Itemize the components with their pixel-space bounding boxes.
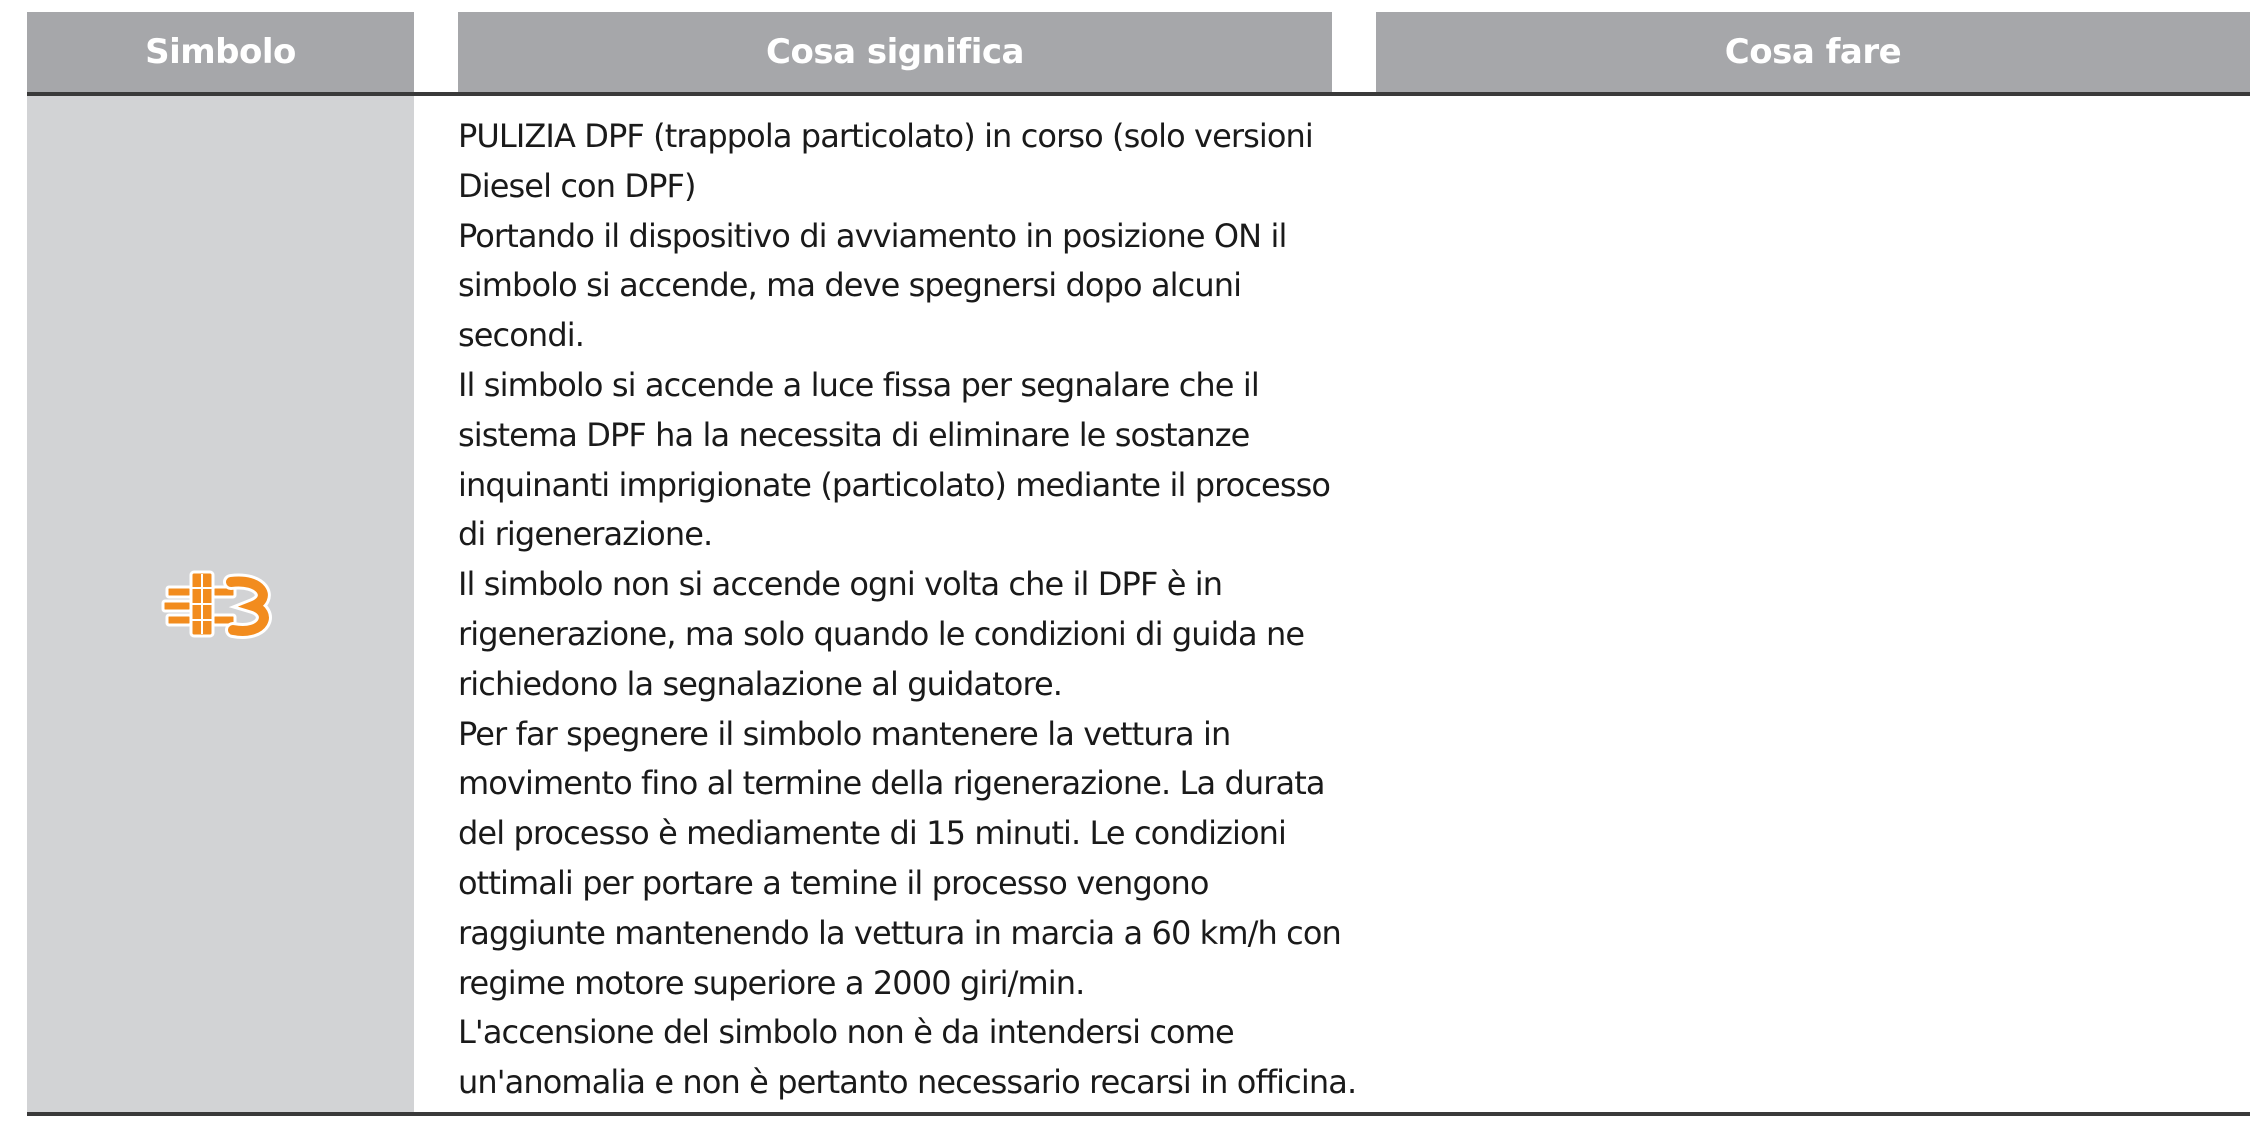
action-cell	[1376, 96, 2250, 1112]
header-meaning-column: Cosa significa	[458, 12, 1332, 92]
meaning-line: simbolo si accende, ma deve spegnersi dopo alcuni	[458, 266, 1242, 305]
meaning-line: PULIZIA DPF (trappola particolato) in corso (solo versioni	[458, 117, 1313, 155]
meaning-line: raggiunte mantenendo la vettura in marcia a 60 km/h con	[458, 913, 1341, 952]
symbol-cell	[27, 96, 414, 1112]
meaning-line: Il simbolo non si accende ogni volta che il DPF è in	[458, 565, 1223, 604]
meaning-line: ottimali per portare a temine il processo vengono	[458, 863, 1209, 902]
meaning-line: inquinanti imprigionate (particolato) mediante il processo	[458, 465, 1331, 504]
header-symbol-column: Simbolo	[27, 12, 414, 92]
dpf-cleaning-warning-icon	[161, 564, 281, 644]
meaning-line: regime motore superiore a 2000 giri/min.	[458, 963, 1085, 1002]
meaning-line: un'anomalia e non è pertanto necessario recarsi in officina.	[458, 1063, 1357, 1102]
meaning-text-cell	[458, 112, 1357, 1108]
meaning-line: movimento fino al termine della rigenerazione. La durata	[458, 764, 1325, 803]
meaning-line: Diesel con DPF)	[458, 166, 696, 205]
meaning-line: Il simbolo si accende a luce fissa per segnalare che il	[458, 365, 1259, 404]
meaning-line: del processo è mediamente di 15 minuti. Le condizioni	[458, 814, 1287, 853]
table-bottom-rule	[27, 1112, 2250, 1116]
meaning-line: rigenerazione, ma solo quando le condizioni di guida ne	[458, 614, 1305, 653]
meaning-line: sistema DPF ha la necessita di eliminare le sostanze	[458, 415, 1250, 454]
meaning-line: Portando il dispositivo di avviamento in posizione ON il	[458, 216, 1287, 255]
meaning-line: Per far spegnere il simbolo mantenere la vettura in	[458, 714, 1231, 753]
header-action-column: Cosa fare	[1376, 12, 2250, 92]
meaning-line: di rigenerazione.	[458, 515, 713, 554]
meaning-line: L'accensione del simbolo non è da intendersi come	[458, 1013, 1234, 1052]
meaning-line: secondi.	[458, 316, 584, 355]
meaning-line: richiedono la segnalazione al guidatore.	[458, 664, 1063, 703]
